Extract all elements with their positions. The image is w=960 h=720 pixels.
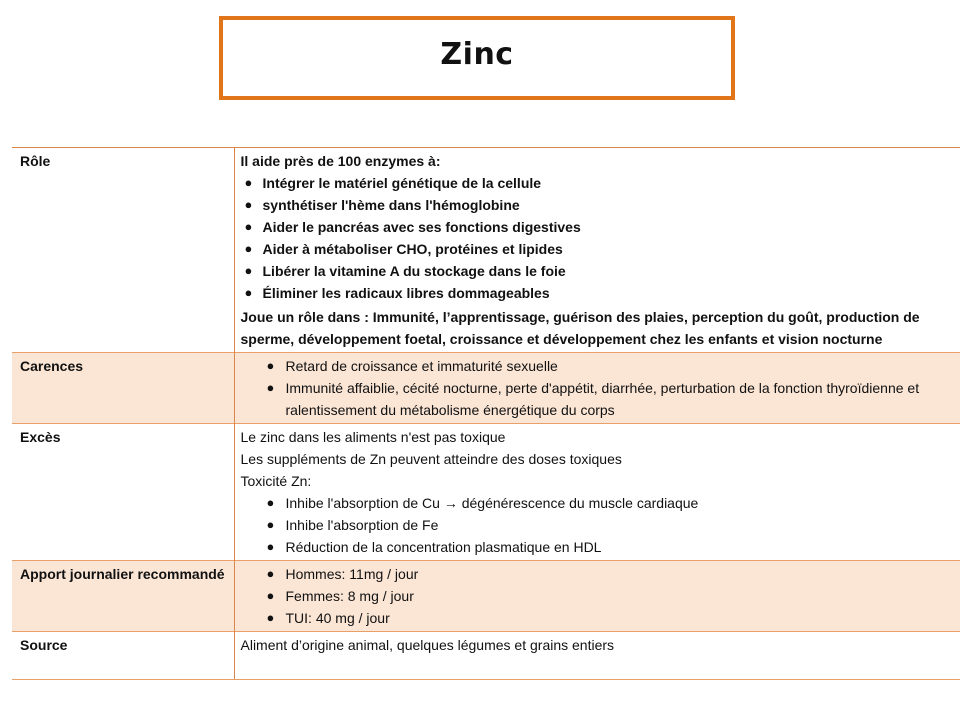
list-item	[241, 607, 955, 629]
bullet-icon: ●	[266, 588, 275, 603]
bullet-icon: ●	[244, 175, 253, 190]
exces-line: Les suppléments de Zn peuvent atteindre des doses toxiques	[240, 451, 622, 467]
list-item-text: synthétiser l'hème dans l'hémoglobine	[262, 197, 520, 213]
role-bullet-list	[241, 172, 955, 304]
bullet-icon: ●	[266, 517, 275, 532]
list-item	[241, 282, 955, 304]
role-outro: Joue un rôle dans : Immunité, l’apprentissage, guérison des plaies, perception du goût, production de sperme, développement foetal, croissance et développement chez les enfants et vision nocturne	[240, 309, 920, 347]
list-item-text: TUI: 40 mg / jour	[285, 610, 390, 626]
bullet-icon: ●	[244, 285, 253, 300]
list-item-text: Immunité affaiblie, cécité nocturne, perte d'appétit, diarrhée, perturbation de la fonction thyroïdienne et ralentissement du métabolisme énergétique du corps	[285, 380, 920, 418]
list-item	[241, 563, 955, 585]
list-item	[241, 585, 955, 607]
list-item	[241, 514, 955, 536]
row-label-carences: Carences	[12, 353, 234, 424]
row-carences	[12, 353, 960, 424]
bullet-icon: ●	[244, 241, 253, 256]
row-content-exces	[234, 424, 960, 561]
bullet-icon: ●	[244, 197, 253, 212]
list-item	[241, 216, 955, 238]
list-item	[241, 238, 955, 260]
bullet-icon: ●	[266, 495, 275, 510]
row-source	[12, 632, 960, 680]
exces-line: Toxicité Zn:	[240, 473, 312, 489]
list-item	[241, 355, 955, 377]
list-item-text: Intégrer le matériel génétique de la cellule	[262, 175, 542, 191]
bullet-icon: ●	[244, 263, 253, 278]
list-item	[241, 492, 955, 514]
zinc-info-table	[12, 147, 960, 680]
row-apport	[12, 561, 960, 632]
exces-line: Le zinc dans les aliments n'est pas toxique	[240, 429, 506, 445]
list-item	[241, 172, 955, 194]
row-label-exces: Excès	[12, 424, 234, 561]
row-exces	[12, 424, 960, 561]
list-item-text: Éliminer les radicaux libres dommageables	[262, 285, 550, 301]
list-item-text: Femmes: 8 mg / jour	[285, 588, 414, 604]
bullet-icon: ●	[266, 610, 275, 625]
list-item	[241, 260, 955, 282]
list-item	[241, 536, 955, 558]
row-role	[12, 148, 960, 353]
row-content-apport	[234, 561, 960, 632]
row-label-source: Source	[12, 632, 234, 680]
exces-bullet-list	[241, 492, 955, 558]
list-item-text: Inhibe l'absorption de Cu → dégénérescence du muscle cardiaque	[285, 495, 699, 511]
list-item-text: Inhibe l'absorption de Fe	[285, 517, 439, 533]
row-label-apport: Apport journalier recommandé	[12, 561, 234, 632]
row-content-role	[234, 148, 960, 353]
list-item	[241, 194, 955, 216]
bullet-icon: ●	[266, 358, 275, 373]
list-item	[241, 377, 955, 421]
row-content-source: Aliment d’origine animal, quelques légumes et grains entiers	[234, 632, 960, 680]
bullet-icon: ●	[266, 380, 275, 395]
list-item-text: Hommes: 11mg / jour	[285, 566, 419, 582]
carences-bullet-list	[241, 355, 955, 421]
row-content-carences	[234, 353, 960, 424]
page-title: Zinc	[440, 36, 514, 72]
bullet-icon: ●	[266, 566, 275, 581]
bullet-icon: ●	[266, 539, 275, 554]
list-item-text: Aider le pancréas avec ses fonctions digestives	[262, 219, 581, 235]
list-item-text: Réduction de la concentration plasmatique en HDL	[285, 539, 602, 555]
role-intro: Il aide près de 100 enzymes à:	[240, 153, 441, 169]
list-item-text: Libérer la vitamine A du stockage dans le foie	[262, 263, 566, 279]
list-item-text: Retard de croissance et immaturité sexuelle	[285, 358, 558, 374]
bullet-icon: ●	[244, 219, 253, 234]
row-label-role: Rôle	[12, 148, 234, 353]
title-box	[219, 16, 735, 100]
list-item-text: Aider à métaboliser CHO, protéines et lipides	[262, 241, 563, 257]
apport-bullet-list	[241, 563, 955, 629]
